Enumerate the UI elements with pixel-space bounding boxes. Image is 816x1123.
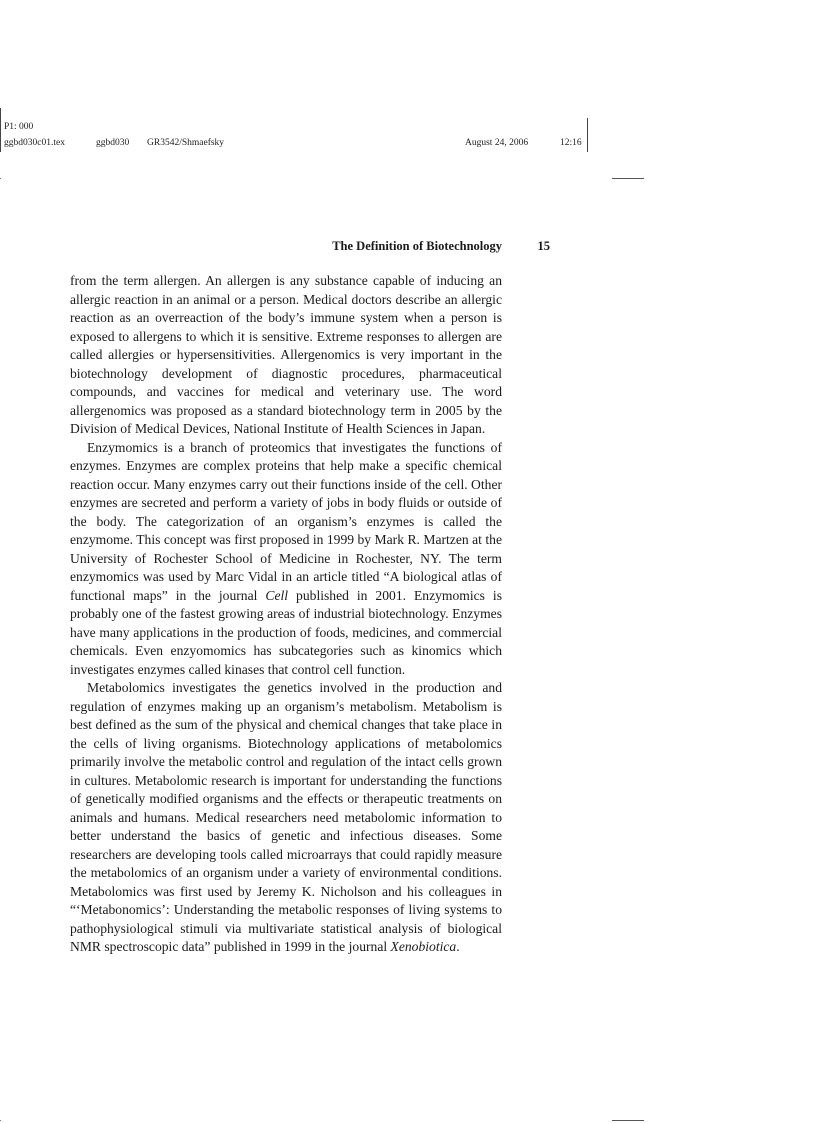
paragraph-metabolomics-end: . [456,939,460,954]
crop-mark-left-top [0,178,1,179]
proof-file-name: ggbd030c01.tex [4,138,65,148]
body-text [70,272,502,957]
proof-margin-rule-left [0,108,1,152]
journal-title-xenobiotica: Xenobiotica [390,939,457,954]
paragraph-enzymomics-part2: published in 2001. Enzymomics is probably one of the fastest growing areas of industrial biotechnology. Enzymes have many applications in the production of foods, medicines, and commercial chemicals. Even enzyomomics has subcategories such as kinomics which investigates enzymes called kinases that control cell function. [70,587,502,677]
running-head-title: The Definition of Biotechnology [332,239,502,253]
proof-time: 12:16 [560,138,582,148]
proof-author-code: GR3542/Shmaefsky [147,138,225,148]
paragraph-enzymomics-part1: Enzymomics is a branch of proteomics that investigates the functions of enzymes. Enzymes are complex proteins that help make a specific chemical reaction occur. Many enzymes carry out their functions inside of the cell. Other enzymes are secreted and perform a variety of jobs in body fluids or outside of the body. The categorization of an organism’s enzymes is called the enzymome. This concept was first proposed in 1999 by Mark R. Martzen at the University of Rochester School of Medicine in Rochester, NY. The term enzymomics was used by Marc Vidal in an article titled “A biological atlas of functional maps” in the journal [70,439,502,603]
page-number: 15 [537,239,550,253]
proof-id: P1: 000 [4,122,34,132]
proof-header [4,118,588,156]
journal-title-cell: Cell [265,587,289,603]
paragraph-metabolomics [70,679,502,957]
crop-mark-right-bottom [612,1120,644,1121]
paragraph-metabolomics-part1: Metabolomics investigates the genetics involved in the production and regulation of enzymes making up an organism’s metabolism. Metabolism is best defined as the sum of the physical and chemical changes that take place in the cells of living organisms. Biotechnology applications of metabolomics primarily involve the metabolic control and regulation of the intact cells grown in cultures. Metabolomic research is important for understanding the functions of genetically modified organisms and the effects or therapeutic treatments on animals and humans. Medical researchers need metabolomic information to better understand the basics of genetic and infectious diseases. Some researchers are developing tools called microarrays that could rapidly measure the metabolomics of an organism under a variety of environmental conditions. Metabolomics was first used by Jeremy K. Nicholson and his colleagues in “‘Metabonomics’: Understanding the metabolic responses of living systems to pathophysiological stimuli via multivariate statistical analysis of biological NMR spectroscopic data” published in 1999 in the journal [70,680,502,954]
proof-date: August 24, 2006 [465,138,529,148]
crop-mark-right-top [612,178,644,179]
paragraph-allergenomics: from the term allergen. An allergen is any substance capable of inducing an allergic reaction in an animal or a person. Medical doctors describe an allergic reaction as an overreaction of the body’s immune system when a person is exposed to allergens to which it is sensitive. Extreme responses to allergen are called allergies or hypersensitivities. Allergenomics is very important in the biotechnology development of diagnostic procedures, pharmaceutical compounds, and vaccines for medical and veterinary use. The word allergenomics was proposed as a standard biotechnology term in 2005 by the Division of Medical Devices, National Institute of Health Sciences in Japan. [70,273,502,436]
crop-mark-left-bottom [0,1120,1,1121]
proof-job-code: ggbd030 [96,138,130,148]
paragraph-enzymomics [70,439,502,680]
